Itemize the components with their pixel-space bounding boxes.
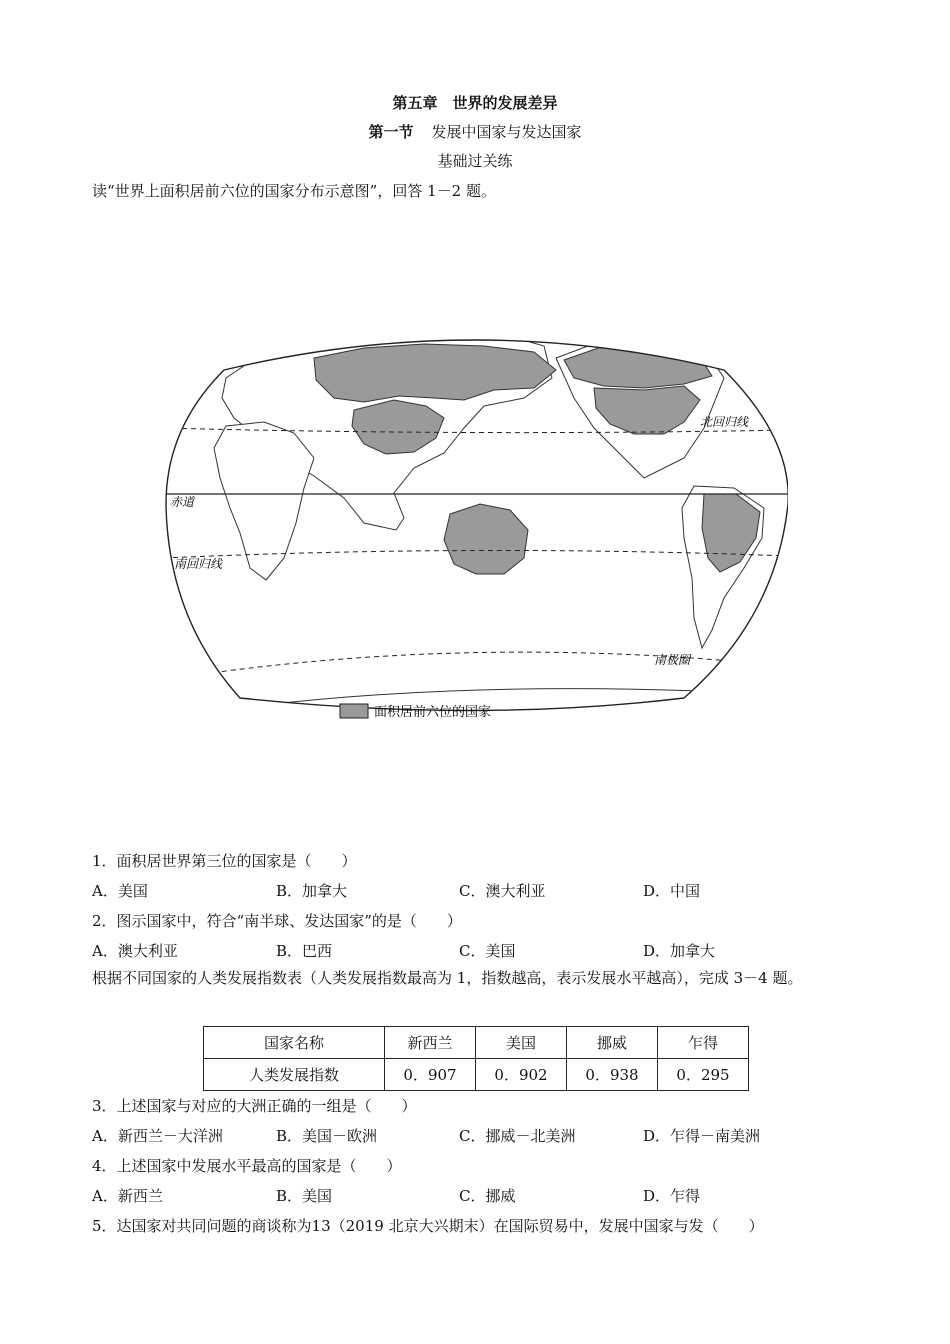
legend-label: 面积居前六位的国家	[374, 705, 492, 720]
world-map-figure	[164, 318, 788, 738]
q3-option-c[interactable]: C．挪威－北美洲	[459, 1127, 576, 1145]
table-header-cell: 美国	[476, 1027, 567, 1059]
q1-option-c[interactable]: C．澳大利亚	[459, 882, 546, 900]
table-cell: 0．907	[385, 1059, 476, 1091]
q2-option-c[interactable]: C．美国	[459, 942, 516, 960]
q1-option-b[interactable]: B．加拿大	[276, 882, 348, 900]
question-5-stem: 5．达国家对共同问题的商谈称为13（2019 北京大兴期末）在国际贸易中，发展中国家与发（ ）	[92, 1217, 764, 1235]
table-row	[204, 1027, 749, 1059]
label-tropic-of-capricorn: 南回归线	[174, 557, 223, 571]
label-equator: 赤道	[170, 495, 195, 509]
section-title	[0, 121, 950, 142]
label-antarctic-circle: 南极圈	[654, 653, 691, 667]
q3-option-a[interactable]: A．新西兰－大洋洲	[92, 1127, 223, 1145]
question-4-stem: 4．上述国家中发展水平最高的国家是（ ）	[92, 1157, 402, 1175]
section-number: 第一节	[368, 123, 414, 141]
q4-option-a[interactable]: A．新西兰	[92, 1187, 163, 1205]
q4-option-c[interactable]: C．挪威	[459, 1187, 516, 1205]
q4-option-b[interactable]: B．美国	[276, 1187, 333, 1205]
hdi-passage: 根据不同国家的人类发展指数表（人类发展指数最高为 1，指数越高，表示发展水平越高），完成 3－4 题。	[92, 969, 803, 987]
q2-option-a[interactable]: A．澳大利亚	[92, 942, 178, 960]
table-header-cell: 乍得	[658, 1027, 749, 1059]
map-body	[164, 318, 788, 738]
table-cell: 人类发展指数	[204, 1059, 385, 1091]
section-name: 发展中国家与发达国家	[431, 123, 582, 141]
label-tropic-of-cancer: 北回归线	[700, 415, 749, 429]
question-3-stem: 3．上述国家与对应的大洲正确的一组是（ ）	[92, 1097, 417, 1115]
table-header-cell: 新西兰	[385, 1027, 476, 1059]
exercise-subtitle: 基础过关练	[437, 152, 513, 170]
q3-option-d[interactable]: D．乍得－南美洲	[643, 1127, 761, 1145]
hdi-table	[203, 1026, 749, 1091]
table-row	[204, 1059, 749, 1091]
map-question-intro: 读“世界上面积居前六位的国家分布示意图”，回答 1－2 题。	[92, 182, 496, 200]
chapter-title: 第五章 世界的发展差异	[392, 94, 558, 112]
q1-option-a[interactable]: A．美国	[92, 882, 148, 900]
legend-swatch	[340, 704, 368, 718]
table-cell: 0．938	[567, 1059, 658, 1091]
q3-option-b[interactable]: B．美国－欧洲	[276, 1127, 378, 1145]
table-cell: 0．295	[658, 1059, 749, 1091]
q2-option-b[interactable]: B．巴西	[276, 942, 333, 960]
q1-option-d[interactable]: D．中国	[643, 882, 701, 900]
question-2-stem: 2．图示国家中，符合“南半球、发达国家”的是（ ）	[92, 912, 462, 930]
table-cell: 0．902	[476, 1059, 567, 1091]
q2-option-d[interactable]: D．加拿大	[643, 942, 716, 960]
question-1-stem: 1．面积居世界第三位的国家是（ ）	[92, 852, 357, 870]
q4-option-d[interactable]: D．乍得	[643, 1187, 701, 1205]
table-header-cell: 国家名称	[204, 1027, 385, 1059]
table-header-cell: 挪威	[567, 1027, 658, 1059]
